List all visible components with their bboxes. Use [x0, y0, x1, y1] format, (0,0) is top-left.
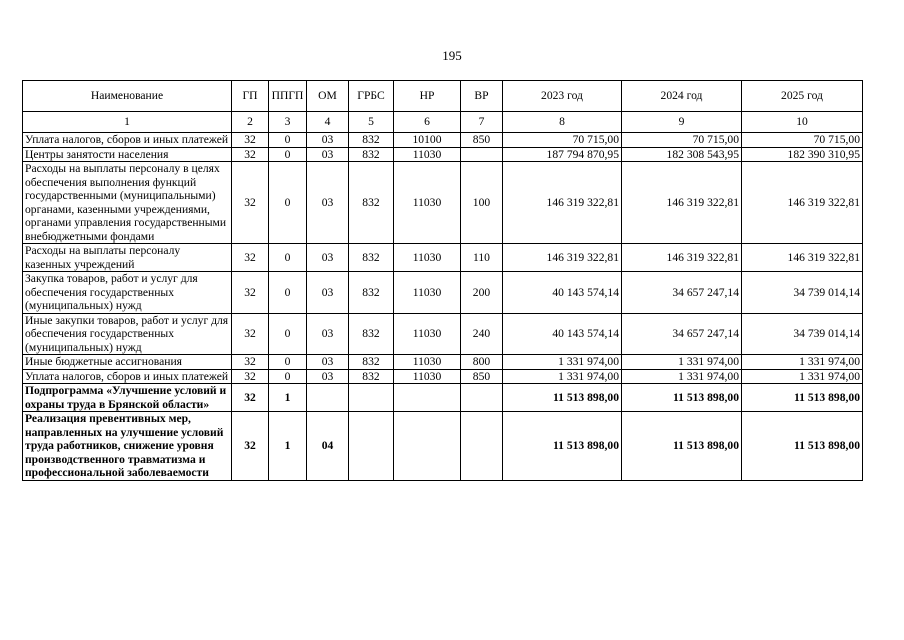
row-2025: 1 331 974,00 — [742, 355, 863, 370]
row-gp: 32 — [232, 133, 269, 148]
row-2023: 1 331 974,00 — [503, 369, 622, 384]
table-row — [23, 147, 863, 162]
row-grbs: 832 — [349, 133, 394, 148]
row-2024: 11 513 898,00 — [622, 412, 742, 481]
row-nr: 11030 — [394, 272, 461, 314]
column-number: 10 — [742, 112, 863, 133]
row-grbs — [349, 384, 394, 412]
column-number: 5 — [349, 112, 394, 133]
row-2023: 11 513 898,00 — [503, 412, 622, 481]
row-om: 03 — [307, 147, 349, 162]
row-2023: 146 319 322,81 — [503, 162, 622, 244]
row-gp: 32 — [232, 369, 269, 384]
row-2024: 11 513 898,00 — [622, 384, 742, 412]
row-grbs: 832 — [349, 244, 394, 272]
row-ppgp: 0 — [269, 244, 307, 272]
row-2023: 1 331 974,00 — [503, 355, 622, 370]
row-nr: 10100 — [394, 133, 461, 148]
table-row — [23, 272, 863, 314]
row-name: Иные бюджетные ассигнования — [23, 355, 232, 370]
header-2024: 2024 год — [622, 81, 742, 112]
row-name: Подпрограмма «Улучшение условий и охраны труда в Брянской области» — [23, 384, 232, 412]
column-number: 6 — [394, 112, 461, 133]
row-ppgp: 0 — [269, 162, 307, 244]
row-2025: 1 331 974,00 — [742, 369, 863, 384]
table-row — [23, 369, 863, 384]
table-row-subprogram — [23, 384, 863, 412]
row-name: Реализация превентивных мер, направленных на улучшение условий труда работников, снижение уровня производственного травматизма и профессиональной заболеваемости — [23, 412, 232, 481]
row-vr — [461, 147, 503, 162]
column-number: 9 — [622, 112, 742, 133]
row-name: Центры занятости населения — [23, 147, 232, 162]
row-2023: 146 319 322,81 — [503, 244, 622, 272]
header-2023: 2023 год — [503, 81, 622, 112]
row-2023: 11 513 898,00 — [503, 384, 622, 412]
row-vr: 800 — [461, 355, 503, 370]
row-grbs: 832 — [349, 272, 394, 314]
row-om: 03 — [307, 272, 349, 314]
row-2024: 146 319 322,81 — [622, 244, 742, 272]
column-number: 4 — [307, 112, 349, 133]
row-nr: 11030 — [394, 355, 461, 370]
column-number: 1 — [23, 112, 232, 133]
row-2024: 146 319 322,81 — [622, 162, 742, 244]
row-2023: 40 143 574,14 — [503, 313, 622, 355]
page-number: 195 — [442, 48, 462, 63]
table-header-row — [23, 81, 863, 112]
row-nr: 11030 — [394, 313, 461, 355]
header-vr: ВР — [461, 81, 503, 112]
row-om: 03 — [307, 244, 349, 272]
row-grbs — [349, 412, 394, 481]
row-grbs: 832 — [349, 369, 394, 384]
row-om: 03 — [307, 313, 349, 355]
row-2025: 34 739 014,14 — [742, 272, 863, 314]
row-2025: 34 739 014,14 — [742, 313, 863, 355]
row-ppgp: 0 — [269, 369, 307, 384]
row-2023: 187 794 870,95 — [503, 147, 622, 162]
column-number: 7 — [461, 112, 503, 133]
row-om: 03 — [307, 369, 349, 384]
row-vr: 850 — [461, 133, 503, 148]
row-gp: 32 — [232, 313, 269, 355]
row-om: 03 — [307, 133, 349, 148]
table-row — [23, 244, 863, 272]
row-ppgp: 1 — [269, 384, 307, 412]
row-om: 03 — [307, 355, 349, 370]
row-grbs: 832 — [349, 162, 394, 244]
row-name: Уплата налогов, сборов и иных платежей — [23, 369, 232, 384]
header-ppgp: ППГП — [269, 81, 307, 112]
row-grbs: 832 — [349, 313, 394, 355]
row-om — [307, 384, 349, 412]
row-gp: 32 — [232, 162, 269, 244]
row-ppgp: 0 — [269, 313, 307, 355]
row-nr: 11030 — [394, 244, 461, 272]
row-name: Уплата налогов, сборов и иных платежей — [23, 133, 232, 148]
row-ppgp: 0 — [269, 147, 307, 162]
row-name: Расходы на выплаты персоналу в целях обеспечения выполнения функций государственными (муниципальными) органами, казенными учреждениями, органами управления государственными внебюджетными фондами — [23, 162, 232, 244]
row-gp: 32 — [232, 412, 269, 481]
table-row-main-event — [23, 412, 863, 481]
table-row — [23, 133, 863, 148]
row-ppgp: 0 — [269, 272, 307, 314]
column-number: 2 — [232, 112, 269, 133]
row-2025: 146 319 322,81 — [742, 162, 863, 244]
row-ppgp: 0 — [269, 355, 307, 370]
row-2025: 146 319 322,81 — [742, 244, 863, 272]
row-vr — [461, 412, 503, 481]
row-name: Закупка товаров, работ и услуг для обеспечения государственных (муниципальных) нужд — [23, 272, 232, 314]
header-nr: НР — [394, 81, 461, 112]
row-2023: 70 715,00 — [503, 133, 622, 148]
row-2024: 34 657 247,14 — [622, 272, 742, 314]
row-2024: 1 331 974,00 — [622, 369, 742, 384]
row-gp: 32 — [232, 147, 269, 162]
row-vr: 240 — [461, 313, 503, 355]
row-vr: 850 — [461, 369, 503, 384]
row-2025: 11 513 898,00 — [742, 384, 863, 412]
row-2025: 182 390 310,95 — [742, 147, 863, 162]
row-name: Иные закупки товаров, работ и услуг для обеспечения государственных (муниципальных) нужд — [23, 313, 232, 355]
row-vr: 110 — [461, 244, 503, 272]
header-name: Наименование — [23, 81, 232, 112]
row-om: 03 — [307, 162, 349, 244]
row-2024: 34 657 247,14 — [622, 313, 742, 355]
row-2023: 40 143 574,14 — [503, 272, 622, 314]
row-nr: 11030 — [394, 162, 461, 244]
row-nr — [394, 384, 461, 412]
header-om: ОМ — [307, 81, 349, 112]
row-2024: 70 715,00 — [622, 133, 742, 148]
row-vr: 100 — [461, 162, 503, 244]
table-row — [23, 162, 863, 244]
header-grbs: ГРБС — [349, 81, 394, 112]
row-2024: 182 308 543,95 — [622, 147, 742, 162]
row-ppgp: 0 — [269, 133, 307, 148]
table-row — [23, 355, 863, 370]
row-grbs: 832 — [349, 147, 394, 162]
row-vr — [461, 384, 503, 412]
row-gp: 32 — [232, 384, 269, 412]
row-nr: 11030 — [394, 369, 461, 384]
row-gp: 32 — [232, 355, 269, 370]
row-nr: 11030 — [394, 147, 461, 162]
row-om: 04 — [307, 412, 349, 481]
row-gp: 32 — [232, 272, 269, 314]
column-number-row — [23, 112, 863, 133]
row-nr — [394, 412, 461, 481]
row-vr: 200 — [461, 272, 503, 314]
column-number: 8 — [503, 112, 622, 133]
table-row — [23, 313, 863, 355]
row-2025: 70 715,00 — [742, 133, 863, 148]
budget-table — [22, 80, 863, 481]
row-2024: 1 331 974,00 — [622, 355, 742, 370]
row-gp: 32 — [232, 244, 269, 272]
row-grbs: 832 — [349, 355, 394, 370]
header-2025: 2025 год — [742, 81, 863, 112]
row-2025: 11 513 898,00 — [742, 412, 863, 481]
row-ppgp: 1 — [269, 412, 307, 481]
column-number: 3 — [269, 112, 307, 133]
header-gp: ГП — [232, 81, 269, 112]
row-name: Расходы на выплаты персоналу казенных учреждений — [23, 244, 232, 272]
